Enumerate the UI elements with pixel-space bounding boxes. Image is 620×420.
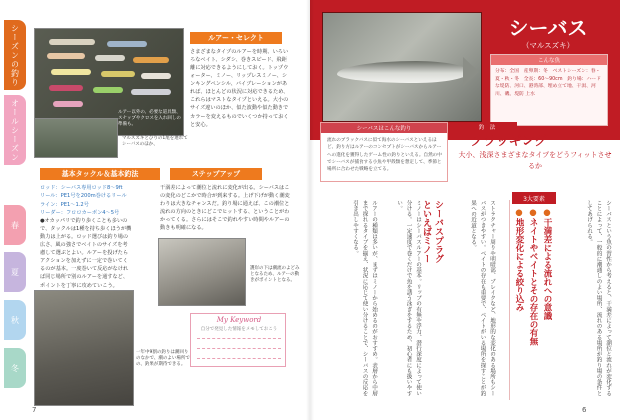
small-fish-caption: マルスズキとひりの1尾を連れてシーバスのほか、 xyxy=(122,136,188,148)
memo-line xyxy=(197,348,281,349)
three-points-heading: 3大要素 xyxy=(512,192,556,204)
tackle-line: ライン：PE1～1.2号 xyxy=(40,201,89,208)
step-up-body: 干満差によって潮位と流れに変化が出る。シーバスはこの変化のどこかで時合が到来する。上げ下げが動く潮変わりは大きなチャンスだ。釣り場に通えば、この潮位と流れの方向のときにどこでヒットする、ということがわかってくる。さらにはそこで釣れやすい時間やルアーの動きも明確になる。 xyxy=(160,185,290,232)
my-keyword-box[interactable] xyxy=(190,313,286,367)
seabass-photo xyxy=(322,12,482,122)
column-divider xyxy=(509,200,510,400)
lure-select-body: さまざまなタイプのルアーを時期、いろいろなベイト、シダシ、巻きスピード、飛距離に対応できるようにしておく。トップウォーター、ミノー、リップレスミノー、シンキングペンシル、バイブレーションがあれば、ほとんどの状況に対応できるため、これらはマストなタイプといえる。大小のサイズ違いのほか、似た波動や似た動きでカラーを変えるものでいくつか持っておくと安心。 xyxy=(190,49,289,128)
point-tide-flow: ●干満差による流れへの意識 xyxy=(542,208,552,320)
basic-tackle-body: ●オカッパリで釣り歩くことも多いので、タックルは1種を持ち歩くほうが機動力は上がる。ロッド選びは釣り場の広さ、風の強さでベイトのサイズを考慮して選ぶとよい。ルアーを投げたらアクションを加えずに一定で巻いてくるのが基本。一度巻いて反応がなければ同じ場所で別のルアーを通すなど、ポイントを丁寧に攻めていこう。 xyxy=(40,218,132,289)
body-column: ルアーの種類は多いが、まずはミノーから始めるのがおすすめ。表層から中層まで探れるタイプを揃え、状況に応じて使い分けることで、シーバスの反応を引き出しやすくなる。 xyxy=(352,200,377,396)
tab-autumn[interactable]: 秋 xyxy=(4,300,26,340)
section-sidebar xyxy=(0,20,28,410)
tab-spring[interactable]: 春 xyxy=(4,205,26,245)
my-keyword-title: My Keyword xyxy=(216,316,262,324)
point-terrain: ●地形変化による絞り込み xyxy=(514,208,524,312)
point-bait-presence: ●ネイトやベイトとその存在の有無 xyxy=(528,208,538,346)
method-name: プラッギング xyxy=(470,134,548,149)
shore-photo xyxy=(158,238,246,306)
tackle-reel: リール：PE1号を200m巻けるリール xyxy=(40,193,127,200)
minnow-title: といえばミノー xyxy=(421,200,431,263)
page-number-left: 7 xyxy=(32,406,37,414)
lure-select-heading: ルアー・セレクト xyxy=(190,32,282,44)
fishing-style-heading: シーバスはこんな釣り xyxy=(321,123,447,133)
shore-photo-caption: 護岸の下は潮流のよどみとなるため、ルアーの動きがポイントとなる。 xyxy=(250,266,300,284)
tab-all-season[interactable]: オールシーズン xyxy=(4,95,26,165)
tab-winter[interactable]: 冬 xyxy=(4,348,26,388)
tackle-rod: ロッド：シーバス専用ロッド8～9ft xyxy=(40,185,123,191)
step-up-heading: ステップアップ xyxy=(170,168,262,180)
catch-photo-caption: 一年中9割の釣りは潮回りのなかで、潮のよい場所での、釣果が期待できる。 xyxy=(136,350,190,368)
minnow-title: シーバスプラグ xyxy=(433,200,443,263)
lures-photo-caption: ルアー以外の、必要な道具類、スナップやクロスを入れ回しの準備も。 xyxy=(118,110,181,127)
catch-photo xyxy=(34,290,134,406)
fish-info-box xyxy=(490,54,608,126)
tackle-list xyxy=(40,184,170,217)
method-subtitle: 大小、浅深さまざまなタイプをどうフィットさせるか xyxy=(458,151,612,170)
tackle-leader: リーダー：フロロカーボン4～5号 xyxy=(40,209,120,216)
tab-summer[interactable]: 夏 xyxy=(4,252,26,292)
fish-subtitle: （マルスズキ） xyxy=(521,41,575,50)
method-label: 釣 法 xyxy=(457,122,517,132)
my-keyword-subtitle: 自分で発見した情報をメモしておこう xyxy=(200,327,278,332)
fishing-style-body: 流れのブラックバスに似て海水のシーバスといえるほど、釣り方はルアーのコンセプトがシーバスからルアーへの進化を獲得したゲーム性の釣りといえる。自然の中でシーバスが捕食する小魚や甲殻類を想定して、季節と場所に合わせた戦略を立てる。 xyxy=(327,138,442,173)
page-number-right: 6 xyxy=(582,406,587,414)
small-fish-photo xyxy=(34,118,118,158)
body-column: シーバスという魚の習性から考えると、干満差によって潮位と流れが変化することによって、一般的に潮通しのよい場所、流れのある場所が釣り場の条件としてあげられる。 xyxy=(586,200,611,396)
body-column: ストラクチャー周りや明暗部、ブレイクなど、地形的な変化のある場所もシーバスがつきやすい。ベイトの存在も重要で、ベイトがいる場所を探すことが釣果への近道となる。 xyxy=(470,200,495,396)
memo-line xyxy=(197,358,281,359)
fish-info-body: 分布：全国 産卵期：冬 ベストシーズン：春・夏・秋・冬 全長：60～90cm 釣り場：ハードな堤防、河口、港湾部、埋め立て地、干潟、河川、磯、堤防 上水 xyxy=(495,69,601,98)
memo-line xyxy=(197,338,281,339)
fish-body xyxy=(337,61,469,83)
fish-info-heading: こんな魚 xyxy=(491,55,607,65)
basic-tackle-heading: 基本タックル＆基本釣法 xyxy=(40,168,160,180)
tab-season-fishing[interactable]: シーズンの釣り xyxy=(4,20,26,90)
body-column: ミノーはシーバスルアーの基本。リップの有無や浮力、潜行深度によって使い分ける。一定速度で巻くだけで魚を誘う泳ぎをするため、初心者にも扱いやすい。 xyxy=(396,200,421,396)
fish-title: シーバス xyxy=(508,16,588,40)
book-gutter xyxy=(306,0,314,420)
fish-tail xyxy=(463,57,479,87)
fishing-style-box xyxy=(320,122,448,182)
